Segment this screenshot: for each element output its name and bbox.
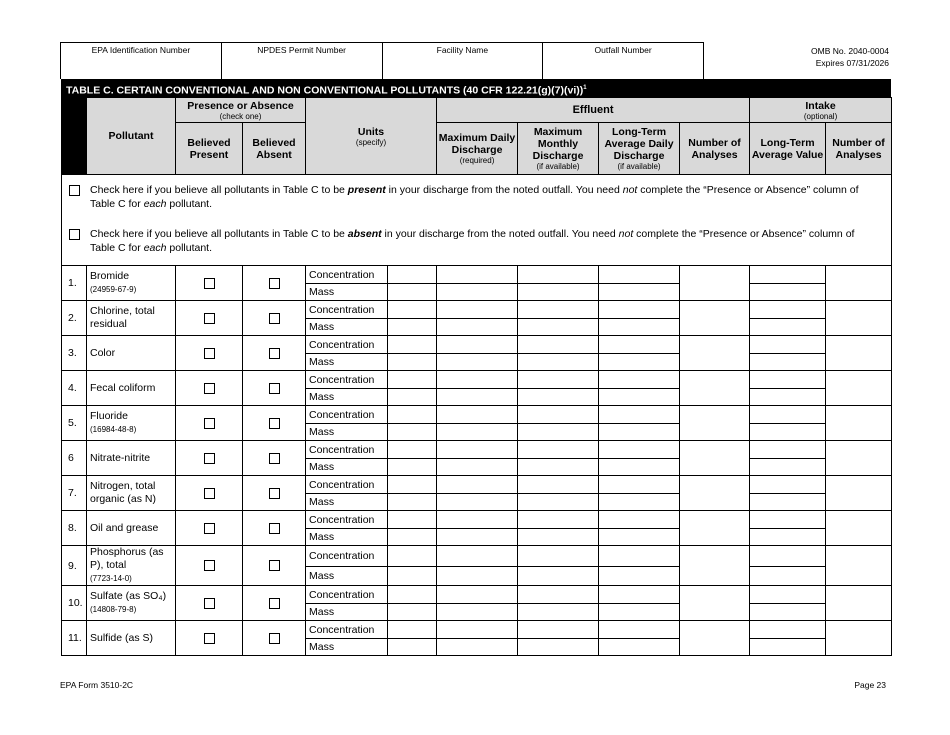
pollutant-name: Nitrogen, total organic (as N) xyxy=(90,480,156,505)
unit-mass: Mass xyxy=(306,354,388,371)
outfall-number-field[interactable] xyxy=(543,43,703,79)
omb-number: OMB No. 2040-0004 xyxy=(811,46,889,56)
pollutant-name-cell xyxy=(87,586,176,621)
intake-long-term-mass-input[interactable] xyxy=(750,494,826,511)
concentration-units-input[interactable] xyxy=(388,406,437,424)
pollutant-name-cell xyxy=(87,336,176,371)
intake-num-analyses-input[interactable] xyxy=(826,371,892,406)
concentration-units-input[interactable] xyxy=(388,546,437,567)
pollutant-cas: (16984-48-8) xyxy=(90,425,137,434)
omb-block xyxy=(811,45,889,69)
pollutant-name: Bromide xyxy=(90,270,130,282)
facility-name-label: Facility Name xyxy=(436,45,489,55)
intake-long-term-mass-input[interactable] xyxy=(750,566,826,585)
mass-units-input[interactable] xyxy=(388,389,437,406)
pollutant-number: 5. xyxy=(62,406,87,441)
col-believed-present: Believed Present xyxy=(176,123,243,175)
believed-absent-checkbox[interactable] xyxy=(269,453,280,464)
intake-long-term-concentration-input[interactable] xyxy=(750,476,826,494)
num-analyses-input[interactable] xyxy=(680,266,750,301)
pollutant-cas: (7723-14-0) xyxy=(90,574,132,583)
long-term-concentration-input[interactable] xyxy=(599,441,680,459)
max-monthly-concentration-input[interactable] xyxy=(518,586,599,604)
pollutant-name: Fecal coliform xyxy=(90,381,156,394)
intake-long-term-mass-input[interactable] xyxy=(750,604,826,621)
long-term-mass-input[interactable] xyxy=(599,389,680,406)
max-monthly-concentration-input[interactable] xyxy=(518,266,599,284)
max-monthly-mass-input[interactable] xyxy=(518,529,599,546)
pollutant-name-cell xyxy=(87,301,176,336)
num-analyses-input[interactable] xyxy=(680,301,750,336)
mass-units-input[interactable] xyxy=(388,639,437,656)
unit-concentration: Concentration xyxy=(306,511,388,529)
unit-mass: Mass xyxy=(306,424,388,441)
intake-long-term-concentration-input[interactable] xyxy=(750,586,826,604)
long-term-concentration-input[interactable] xyxy=(599,406,680,424)
intake-long-term-mass-input[interactable] xyxy=(750,284,826,301)
pollutant-row xyxy=(62,371,892,389)
max-daily-concentration-input[interactable] xyxy=(437,336,518,354)
long-term-mass-input[interactable] xyxy=(599,639,680,656)
col-believed-absent: Believed Absent xyxy=(243,123,306,175)
pollutant-name-cell xyxy=(87,441,176,476)
believed-absent-checkbox[interactable] xyxy=(269,523,280,534)
long-term-concentration-input[interactable] xyxy=(599,476,680,494)
max-daily-mass-input[interactable] xyxy=(437,566,518,585)
pollutant-name-cell xyxy=(87,511,176,546)
num-analyses-input[interactable] xyxy=(680,336,750,371)
max-daily-mass-input[interactable] xyxy=(437,639,518,656)
concentration-units-input[interactable] xyxy=(388,301,437,319)
num-analyses-input[interactable] xyxy=(680,546,750,586)
unit-mass: Mass xyxy=(306,494,388,511)
unit-concentration: Concentration xyxy=(306,266,388,284)
unit-concentration: Concentration xyxy=(306,371,388,389)
pollutant-number: 11. xyxy=(62,621,87,656)
intake-long-term-mass-input[interactable] xyxy=(750,639,826,656)
max-monthly-mass-input[interactable] xyxy=(518,389,599,406)
believed-present-cell xyxy=(176,371,243,406)
long-term-mass-input[interactable] xyxy=(599,319,680,336)
unit-mass: Mass xyxy=(306,604,388,621)
num-analyses-input[interactable] xyxy=(680,476,750,511)
pollutant-row xyxy=(62,301,892,319)
long-term-concentration-input[interactable] xyxy=(599,546,680,567)
max-monthly-mass-input[interactable] xyxy=(518,319,599,336)
num-analyses-input[interactable] xyxy=(680,371,750,406)
believed-absent-checkbox[interactable] xyxy=(269,278,280,289)
long-term-mass-input[interactable] xyxy=(599,284,680,301)
max-daily-concentration-input[interactable] xyxy=(437,621,518,639)
believed-absent-cell xyxy=(243,371,306,406)
epa-id-label: EPA Identification Number xyxy=(91,45,191,55)
pollutant-name: Fluoride xyxy=(90,410,128,422)
pollutant-row xyxy=(62,586,892,604)
believed-absent-cell xyxy=(243,476,306,511)
intake-long-term-concentration-input[interactable] xyxy=(750,336,826,354)
pollutant-row xyxy=(62,441,892,459)
max-monthly-mass-input[interactable] xyxy=(518,284,599,301)
long-term-concentration-input[interactable] xyxy=(599,586,680,604)
outfall-number-label: Outfall Number xyxy=(594,45,652,55)
intake-long-term-concentration-input[interactable] xyxy=(750,301,826,319)
unit-concentration: Concentration xyxy=(306,621,388,639)
mass-units-input[interactable] xyxy=(388,354,437,371)
check-all-present: Check here if you believe all pollutants in Table C to be present in your discharge from the noted outfall. You need not complete the “Presence or Absence” column of Table C for each pollutant. xyxy=(62,177,891,215)
max-monthly-concentration-input[interactable] xyxy=(518,476,599,494)
intake-num-analyses-input[interactable] xyxy=(826,301,892,336)
pollutant-row xyxy=(62,406,892,424)
intake-num-analyses-input[interactable] xyxy=(826,336,892,371)
believed-present-cell xyxy=(176,336,243,371)
believed-absent-cell xyxy=(243,441,306,476)
believed-present-cell xyxy=(176,546,243,586)
unit-mass: Mass xyxy=(306,459,388,476)
concentration-units-input[interactable] xyxy=(388,621,437,639)
intake-long-term-concentration-input[interactable] xyxy=(750,266,826,284)
check-all-section xyxy=(62,175,892,266)
long-term-mass-input[interactable] xyxy=(599,424,680,441)
unit-mass: Mass xyxy=(306,319,388,336)
long-term-mass-input[interactable] xyxy=(599,354,680,371)
intake-num-analyses-input[interactable] xyxy=(826,621,892,656)
max-monthly-concentration-input[interactable] xyxy=(518,406,599,424)
believed-present-cell xyxy=(176,406,243,441)
col-max-monthly: Maximum Monthly Discharge (if available) xyxy=(518,123,599,175)
believed-absent-cell xyxy=(243,511,306,546)
believed-present-cell xyxy=(176,266,243,301)
page-number: Page 23 xyxy=(854,680,886,690)
num-analyses-input[interactable] xyxy=(680,511,750,546)
pollutant-name-cell xyxy=(87,546,176,586)
max-daily-concentration-input[interactable] xyxy=(437,546,518,567)
max-daily-mass-input[interactable] xyxy=(437,389,518,406)
npdes-permit-label: NPDES Permit Number xyxy=(257,45,347,55)
believed-present-checkbox[interactable] xyxy=(204,633,215,644)
max-monthly-mass-input[interactable] xyxy=(518,494,599,511)
pollutant-number: 6 xyxy=(62,441,87,476)
intake-long-term-concentration-input[interactable] xyxy=(750,621,826,639)
unit-concentration: Concentration xyxy=(306,406,388,424)
max-daily-concentration-input[interactable] xyxy=(437,441,518,459)
concentration-units-input[interactable] xyxy=(388,511,437,529)
long-term-concentration-input[interactable] xyxy=(599,266,680,284)
long-term-mass-input[interactable] xyxy=(599,494,680,511)
max-daily-concentration-input[interactable] xyxy=(437,301,518,319)
table-title-text: TABLE C. CERTAIN CONVENTIONAL AND NON CONVENTIONAL POLLUTANTS (40 CFR 122.21(g)(7)(vi)) xyxy=(66,84,584,97)
mass-units-input[interactable] xyxy=(388,284,437,301)
pollutant-cas: (14808-79-8) xyxy=(90,605,137,614)
max-monthly-concentration-input[interactable] xyxy=(518,621,599,639)
long-term-concentration-input[interactable] xyxy=(599,621,680,639)
pollutant-number: 7. xyxy=(62,476,87,511)
max-monthly-concentration-input[interactable] xyxy=(518,336,599,354)
max-monthly-concentration-input[interactable] xyxy=(518,511,599,529)
believed-present-checkbox[interactable] xyxy=(204,523,215,534)
pollutant-number: 9. xyxy=(62,546,87,586)
pollutant-name-cell xyxy=(87,476,176,511)
pollutant-table xyxy=(61,97,892,656)
long-term-concentration-input[interactable] xyxy=(599,511,680,529)
npdes-permit-field[interactable] xyxy=(222,43,383,79)
intake-num-analyses-input[interactable] xyxy=(826,266,892,301)
num-analyses-input[interactable] xyxy=(680,621,750,656)
pollutant-row xyxy=(62,621,892,639)
concentration-units-input[interactable] xyxy=(388,476,437,494)
believed-present-checkbox[interactable] xyxy=(204,598,215,609)
believed-absent-cell xyxy=(243,301,306,336)
max-daily-mass-input[interactable] xyxy=(437,459,518,476)
unit-mass: Mass xyxy=(306,639,388,656)
max-monthly-mass-input[interactable] xyxy=(518,604,599,621)
believed-present-cell xyxy=(176,511,243,546)
col-pollutant: Pollutant xyxy=(87,98,176,175)
max-daily-mass-input[interactable] xyxy=(437,354,518,371)
max-daily-concentration-input[interactable] xyxy=(437,511,518,529)
max-daily-mass-input[interactable] xyxy=(437,424,518,441)
omb-expiration: Expires 07/31/2026 xyxy=(815,58,889,68)
concentration-units-input[interactable] xyxy=(388,266,437,284)
believed-absent-cell xyxy=(243,336,306,371)
max-monthly-mass-input[interactable] xyxy=(518,354,599,371)
intake-num-analyses-input[interactable] xyxy=(826,586,892,621)
intake-long-term-mass-input[interactable] xyxy=(750,529,826,546)
intake-long-term-mass-input[interactable] xyxy=(750,354,826,371)
col-intake-num-analyses: Number of Analyses xyxy=(826,123,892,175)
unit-concentration: Concentration xyxy=(306,546,388,567)
pollutant-name-cell xyxy=(87,266,176,301)
intake-long-term-concentration-input[interactable] xyxy=(750,441,826,459)
intake-long-term-mass-input[interactable] xyxy=(750,319,826,336)
max-daily-mass-input[interactable] xyxy=(437,494,518,511)
pollutant-name: Color xyxy=(90,346,116,359)
num-analyses-input[interactable] xyxy=(680,586,750,621)
max-monthly-mass-input[interactable] xyxy=(518,459,599,476)
concentration-units-input[interactable] xyxy=(388,336,437,354)
max-monthly-mass-input[interactable] xyxy=(518,424,599,441)
long-term-concentration-input[interactable] xyxy=(599,336,680,354)
intake-long-term-concentration-input[interactable] xyxy=(750,511,826,529)
believed-absent-checkbox[interactable] xyxy=(269,560,280,571)
concentration-units-input[interactable] xyxy=(388,441,437,459)
believed-absent-checkbox[interactable] xyxy=(269,488,280,499)
long-term-concentration-input[interactable] xyxy=(599,301,680,319)
believed-absent-checkbox[interactable] xyxy=(269,418,280,429)
pollutant-number: 3. xyxy=(62,336,87,371)
unit-concentration: Concentration xyxy=(306,441,388,459)
believed-absent-checkbox[interactable] xyxy=(269,633,280,644)
max-daily-mass-input[interactable] xyxy=(437,284,518,301)
believed-present-cell xyxy=(176,301,243,336)
max-daily-mass-input[interactable] xyxy=(437,319,518,336)
long-term-mass-input[interactable] xyxy=(599,459,680,476)
max-daily-concentration-input[interactable] xyxy=(437,266,518,284)
epa-id-field[interactable] xyxy=(61,43,222,79)
all-absent-checkbox[interactable] xyxy=(69,229,80,240)
col-effluent: Effluent xyxy=(437,98,750,123)
believed-absent-cell xyxy=(243,266,306,301)
pollutant-number: 10. xyxy=(62,586,87,621)
mass-units-input[interactable] xyxy=(388,459,437,476)
long-term-concentration-input[interactable] xyxy=(599,371,680,389)
long-term-mass-input[interactable] xyxy=(599,604,680,621)
num-analyses-input[interactable] xyxy=(680,441,750,476)
intake-num-analyses-input[interactable] xyxy=(826,441,892,476)
max-daily-concentration-input[interactable] xyxy=(437,586,518,604)
believed-absent-cell xyxy=(243,546,306,586)
believed-absent-checkbox[interactable] xyxy=(269,348,280,359)
title-footnote: 1 xyxy=(583,85,587,91)
pollutant-name-cell xyxy=(87,406,176,441)
pollutant-number: 2. xyxy=(62,301,87,336)
unit-mass: Mass xyxy=(306,529,388,546)
num-analyses-input[interactable] xyxy=(680,406,750,441)
max-daily-concentration-input[interactable] xyxy=(437,476,518,494)
pollutant-name: Chlorine, total residual xyxy=(90,305,155,330)
pollutant-row xyxy=(62,266,892,284)
pollutant-name-cell xyxy=(87,371,176,406)
col-presence-absence: Presence or Absence (check one) xyxy=(176,98,306,123)
pollutant-name: Sulfate (as SO₄) xyxy=(90,590,167,602)
intake-long-term-concentration-input[interactable] xyxy=(750,546,826,567)
believed-present-checkbox[interactable] xyxy=(204,278,215,289)
pollutant-row xyxy=(62,476,892,494)
believed-present-cell xyxy=(176,476,243,511)
believed-absent-cell xyxy=(243,586,306,621)
mass-units-input[interactable] xyxy=(388,566,437,585)
intake-long-term-mass-input[interactable] xyxy=(750,389,826,406)
pollutant-cas: (24959-67-9) xyxy=(90,285,137,294)
max-monthly-concentration-input[interactable] xyxy=(518,301,599,319)
believed-present-cell xyxy=(176,586,243,621)
believed-present-cell xyxy=(176,441,243,476)
pollutant-name: Phosphorus (as P), total xyxy=(90,546,164,571)
concentration-units-input[interactable] xyxy=(388,586,437,604)
unit-concentration: Concentration xyxy=(306,336,388,354)
max-daily-concentration-input[interactable] xyxy=(437,406,518,424)
unit-concentration: Concentration xyxy=(306,586,388,604)
all-present-checkbox[interactable] xyxy=(69,185,80,196)
pollutant-number: 4. xyxy=(62,371,87,406)
check-all-absent: Check here if you believe all pollutants in Table C to be absent in your discharge from the noted outfall. You need not complete the “Presence or Absence” column of Table C for each pollutant. xyxy=(62,221,891,259)
intake-long-term-mass-input[interactable] xyxy=(750,424,826,441)
facility-name-field[interactable] xyxy=(383,43,544,79)
believed-present-checkbox[interactable] xyxy=(204,453,215,464)
col-intake-long-term: Long-Term Average Value xyxy=(750,123,826,175)
unit-mass: Mass xyxy=(306,566,388,585)
pollutant-number: 1. xyxy=(62,266,87,301)
long-term-mass-input[interactable] xyxy=(599,566,680,585)
intake-long-term-concentration-input[interactable] xyxy=(750,371,826,389)
pollutant-name-cell xyxy=(87,621,176,656)
col-units: Units (specify) xyxy=(306,98,437,175)
col-max-daily: Maximum Daily Discharge (required) xyxy=(437,123,518,175)
max-monthly-mass-input[interactable] xyxy=(518,566,599,585)
mass-units-input[interactable] xyxy=(388,494,437,511)
mass-units-input[interactable] xyxy=(388,604,437,621)
believed-present-checkbox[interactable] xyxy=(204,348,215,359)
mass-units-input[interactable] xyxy=(388,424,437,441)
pollutant-name: Oil and grease xyxy=(90,521,159,534)
intake-long-term-mass-input[interactable] xyxy=(750,459,826,476)
col-num-analyses: Number of Analyses xyxy=(680,123,750,175)
believed-absent-cell xyxy=(243,406,306,441)
long-term-mass-input[interactable] xyxy=(599,529,680,546)
believed-present-checkbox[interactable] xyxy=(204,560,215,571)
believed-absent-checkbox[interactable] xyxy=(269,598,280,609)
form-number: EPA Form 3510-2C xyxy=(60,680,134,690)
col-long-term-avg: Long-Term Average Daily Discharge (if available) xyxy=(599,123,680,175)
max-daily-mass-input[interactable] xyxy=(437,604,518,621)
believed-absent-checkbox[interactable] xyxy=(269,383,280,394)
unit-concentration: Concentration xyxy=(306,301,388,319)
pollutant-name: Nitrate-nitrite xyxy=(90,451,151,464)
believed-present-checkbox[interactable] xyxy=(204,313,215,324)
max-monthly-concentration-input[interactable] xyxy=(518,441,599,459)
max-monthly-concentration-input[interactable] xyxy=(518,546,599,567)
believed-present-checkbox[interactable] xyxy=(204,383,215,394)
pollutant-number: 8. xyxy=(62,511,87,546)
believed-absent-checkbox[interactable] xyxy=(269,313,280,324)
table-title xyxy=(61,79,891,97)
max-monthly-mass-input[interactable] xyxy=(518,639,599,656)
pollutant-row xyxy=(62,511,892,529)
unit-mass: Mass xyxy=(306,284,388,301)
believed-present-checkbox[interactable] xyxy=(204,418,215,429)
pollutant-row xyxy=(62,336,892,354)
believed-present-cell xyxy=(176,621,243,656)
believed-present-checkbox[interactable] xyxy=(204,488,215,499)
mass-units-input[interactable] xyxy=(388,529,437,546)
unit-mass: Mass xyxy=(306,389,388,406)
max-daily-mass-input[interactable] xyxy=(437,529,518,546)
col-intake: Intake (optional) xyxy=(750,98,892,123)
concentration-units-input[interactable] xyxy=(388,371,437,389)
header-black-cell xyxy=(62,98,87,175)
max-monthly-concentration-input[interactable] xyxy=(518,371,599,389)
mass-units-input[interactable] xyxy=(388,319,437,336)
unit-concentration: Concentration xyxy=(306,476,388,494)
max-daily-concentration-input[interactable] xyxy=(437,371,518,389)
intake-num-analyses-input[interactable] xyxy=(826,511,892,546)
intake-num-analyses-input[interactable] xyxy=(826,546,892,586)
intake-long-term-concentration-input[interactable] xyxy=(750,406,826,424)
intake-num-analyses-input[interactable] xyxy=(826,406,892,441)
pollutant-name: Sulfide (as S) xyxy=(90,631,154,644)
identification-header xyxy=(60,42,704,79)
intake-num-analyses-input[interactable] xyxy=(826,476,892,511)
believed-absent-cell xyxy=(243,621,306,656)
pollutant-row xyxy=(62,546,892,567)
